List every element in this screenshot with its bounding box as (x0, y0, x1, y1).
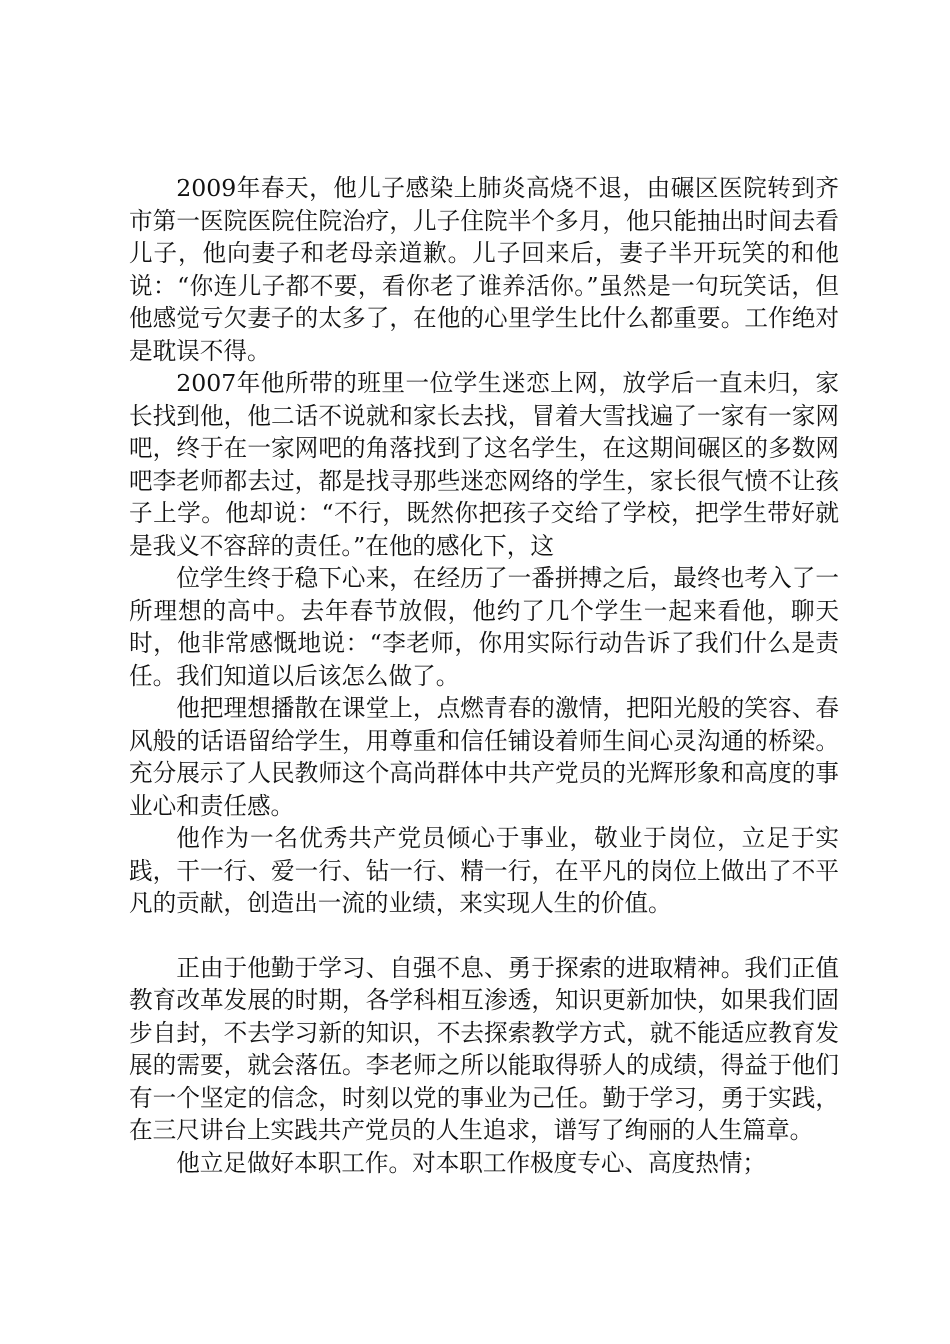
paragraph-dedication: 他作为一名优秀共产党员倾心于事业，敬业于岗位，立足于实践，干一行、爱一行、钻一行、精一行，在平凡的岗位上做出了不平凡的贡献，创造出一流的业绩，来实现人生的价值。 (129, 824, 839, 917)
paragraph-student-result: 位学生终于稳下心来，在经历了一番拼搏之后，最终也考入了一所理想的高中。去年春节放假，他约了几个学生一起来看他，聊天时，他非常感慨地说：“李老师，你用实际行动告诉了我们什么是责任。我们知道以后该怎么做了。 (129, 564, 839, 690)
paragraph-internet-student: 2007年他所带的班里一位学生迷恋上网，放学后一直未归，家长找到他，他二话不说就和家长去找，冒着大雪找遍了一家有一家网吧，终于在一家网吧的角落找到了这名学生，在这期间碾区的多数网吧李老师都去过，都是找寻那些迷恋网络的学生，家长很气愤不让孩子上学。他却说：“不行，既然你把孩子交给了学校，把学生带好就是我义不容辞的责任。”在他的感化下，这 (129, 369, 839, 560)
document-body (129, 172, 839, 1179)
paragraph-ideals: 他把理想播散在课堂上，点燃青春的激情，把阳光般的笑容、春风般的话语留给学生，用尊重和信任铺设着师生间心灵沟通的桥梁。充分展示了人民教师这个高尚群体中共产党员的光辉形象和高度的事业心和责任感。 (129, 694, 839, 820)
paragraph-duty: 他立足做好本职工作。对本职工作极度专心、高度热情； (176, 1148, 767, 1177)
paragraph-son-illness: 2009年春天，他儿子感染上肺炎高烧不退，由碾区医院转到齐市第一医院医院住院治疗，儿子住院半个多月，他只能抽出时间去看儿子，他向妻子和老母亲道歉。儿子回来后，妻子半开玩笑的和他说：“你连儿子都不要，看你老了谁养活你。”虽然是一句玩笑话，但他感觉亏欠妻子的太多了，在他的心里学生比什么都重要。工作绝对是耽误不得。 (129, 174, 839, 365)
paragraph-spacer (129, 920, 839, 952)
paragraph-learning: 正由于他勤于学习、自强不息、勇于探索的进取精神。我们正值教育改革发展的时期，各学科相互渗透，知识更新加快，如果我们固步自封，不去学习新的知识，不去探索教学方式，就不能适应教育发展的需要，就会落伍。李老师之所以能取得骄人的成绩，得益于他们有一个坚定的信念，时刻以党的事业为己任。勤于学习，勇于实践，在三尺讲台上实践共产党员的人生追求，谱写了绚丽的人生篇章。 (129, 953, 839, 1144)
